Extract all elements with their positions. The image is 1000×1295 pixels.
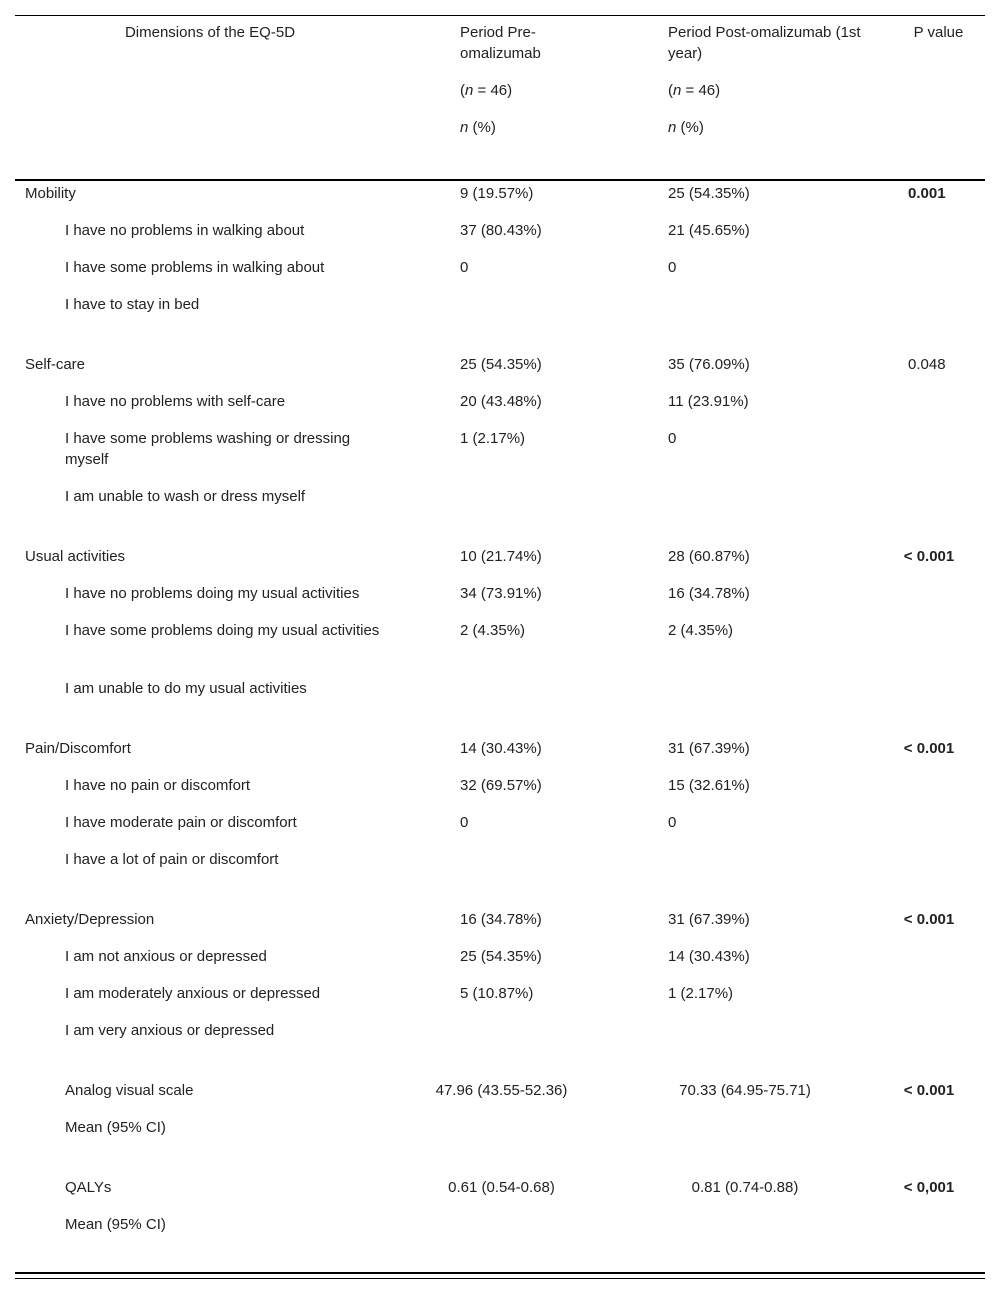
column-header-pre: Period Pre-omalizumab [460, 24, 541, 62]
section-post-mobility: 25 (54.35%) [668, 185, 750, 202]
paren: ( [668, 82, 673, 99]
row-label: I have no problems in walking about [65, 222, 305, 239]
section-pre-self-care: 25 (54.35%) [460, 356, 542, 373]
row-post: 16 (34.78%) [668, 585, 750, 602]
p-value-usual-activities: < 0.001 [903, 548, 955, 565]
pct-label: (%) [468, 119, 496, 136]
section-title-mobility: Mobility [25, 185, 76, 202]
bottom-rule-1 [15, 1272, 985, 1274]
row-pre: 34 (73.91%) [460, 585, 542, 602]
row-label: I am moderately anxious or depressed [65, 985, 321, 1002]
section-title-usual-activities: Usual activities [25, 548, 126, 565]
qaly-pre: 0.61 (0.54-0.68) [448, 1179, 555, 1196]
row-label: I am not anxious or depressed [65, 948, 267, 965]
row-label: I have no pain or discomfort [65, 777, 251, 794]
section-post-self-care: 35 (76.09%) [668, 356, 750, 373]
column-header-p-value: P value [913, 24, 964, 41]
section-title-self-care: Self-care [25, 356, 86, 373]
p-value-vas: < 0.001 [903, 1082, 955, 1099]
row-label: I am unable to do my usual activities [65, 680, 307, 697]
row-post: 11 (23.91%) [668, 393, 749, 410]
row-post: 0 [668, 259, 677, 276]
vas-sub-label: Mean (95% CI) [65, 1119, 166, 1136]
pct-label: (%) [676, 119, 704, 136]
row-label: I have a lot of pain or discomfort [65, 851, 279, 868]
row-label: I have some problems washing or dressing myself [65, 430, 351, 468]
row-label: I am unable to wash or dress myself [65, 488, 306, 505]
column-header-dimensions: Dimensions of the EQ-5D [124, 24, 296, 41]
n-symbol: n [460, 119, 469, 136]
row-label: I have some problems doing my usual activities [65, 622, 380, 639]
section-post-anxiety-depression: 31 (67.39%) [668, 911, 750, 928]
row-pre: 0 [460, 814, 469, 831]
n-symbol: n [673, 82, 682, 99]
bottom-rule-2 [15, 1278, 985, 1279]
row-post: 15 (32.61%) [668, 777, 750, 794]
n-symbol: n [668, 119, 677, 136]
n-value: = 46) [473, 82, 513, 99]
section-post-usual-activities: 28 (60.87%) [668, 548, 750, 565]
n-symbol: n [465, 82, 474, 99]
row-pre: 1 (2.17%) [460, 430, 526, 447]
row-post: 14 (30.43%) [668, 948, 750, 965]
row-label: I have moderate pain or discomfort [65, 814, 297, 831]
row-pre: 2 (4.35%) [460, 622, 526, 639]
row-post: 0 [668, 430, 677, 447]
paren: ( [460, 82, 465, 99]
section-pre-mobility: 9 (19.57%) [460, 185, 534, 202]
row-pre: 32 (69.57%) [460, 777, 542, 794]
row-label: I am very anxious or depressed [65, 1022, 275, 1039]
row-pre: 37 (80.43%) [460, 222, 542, 239]
header-rule [15, 179, 985, 181]
row-pre: 20 (43.48%) [460, 393, 542, 410]
qaly-label: QALYs [65, 1179, 112, 1196]
row-pre: 25 (54.35%) [460, 948, 542, 965]
row-label: I have no problems doing my usual activities [65, 585, 360, 602]
section-pre-anxiety-depression: 16 (34.78%) [460, 911, 542, 928]
vas-post: 70.33 (64.95-75.71) [679, 1082, 811, 1099]
section-title-anxiety-depression: Anxiety/Depression [25, 911, 155, 928]
column-header-post: Period Post-omalizumab (1st year) [668, 24, 861, 62]
column-header-pre-pct [460, 117, 496, 138]
column-header-post-n [668, 80, 720, 101]
row-pre: 0 [460, 259, 469, 276]
row-post: 1 (2.17%) [668, 985, 734, 1002]
section-title-pain-discomfort: Pain/Discomfort [25, 740, 131, 757]
section-pre-usual-activities: 10 (21.74%) [460, 548, 542, 565]
column-header-pre-n [460, 80, 512, 101]
section-post-pain-discomfort: 31 (67.39%) [668, 740, 750, 757]
p-value-pain-discomfort: < 0.001 [903, 740, 955, 757]
qaly-post: 0.81 (0.74-0.88) [691, 1179, 799, 1196]
row-post: 2 (4.35%) [668, 622, 734, 639]
p-value-anxiety-depression: < 0.001 [903, 911, 955, 928]
row-label: I have some problems in walking about [65, 259, 325, 276]
section-pre-pain-discomfort: 14 (30.43%) [460, 740, 542, 757]
row-post: 0 [668, 814, 677, 831]
p-value-self-care: 0.048 [908, 356, 946, 373]
n-value: = 46) [681, 82, 721, 99]
row-label: I have no problems with self-care [65, 393, 286, 410]
vas-label: Analog visual scale [65, 1082, 194, 1099]
p-value-qaly: < 0,001 [903, 1179, 955, 1196]
top-rule [15, 15, 985, 16]
row-post: 21 (45.65%) [668, 222, 750, 239]
row-label: I have to stay in bed [65, 296, 200, 313]
row-pre: 5 (10.87%) [460, 985, 534, 1002]
column-header-post-pct [668, 117, 704, 138]
vas-pre: 47.96 (43.55-52.36) [435, 1082, 568, 1099]
p-value-mobility: 0.001 [908, 185, 946, 202]
qaly-sub-label: Mean (95% CI) [65, 1216, 166, 1233]
